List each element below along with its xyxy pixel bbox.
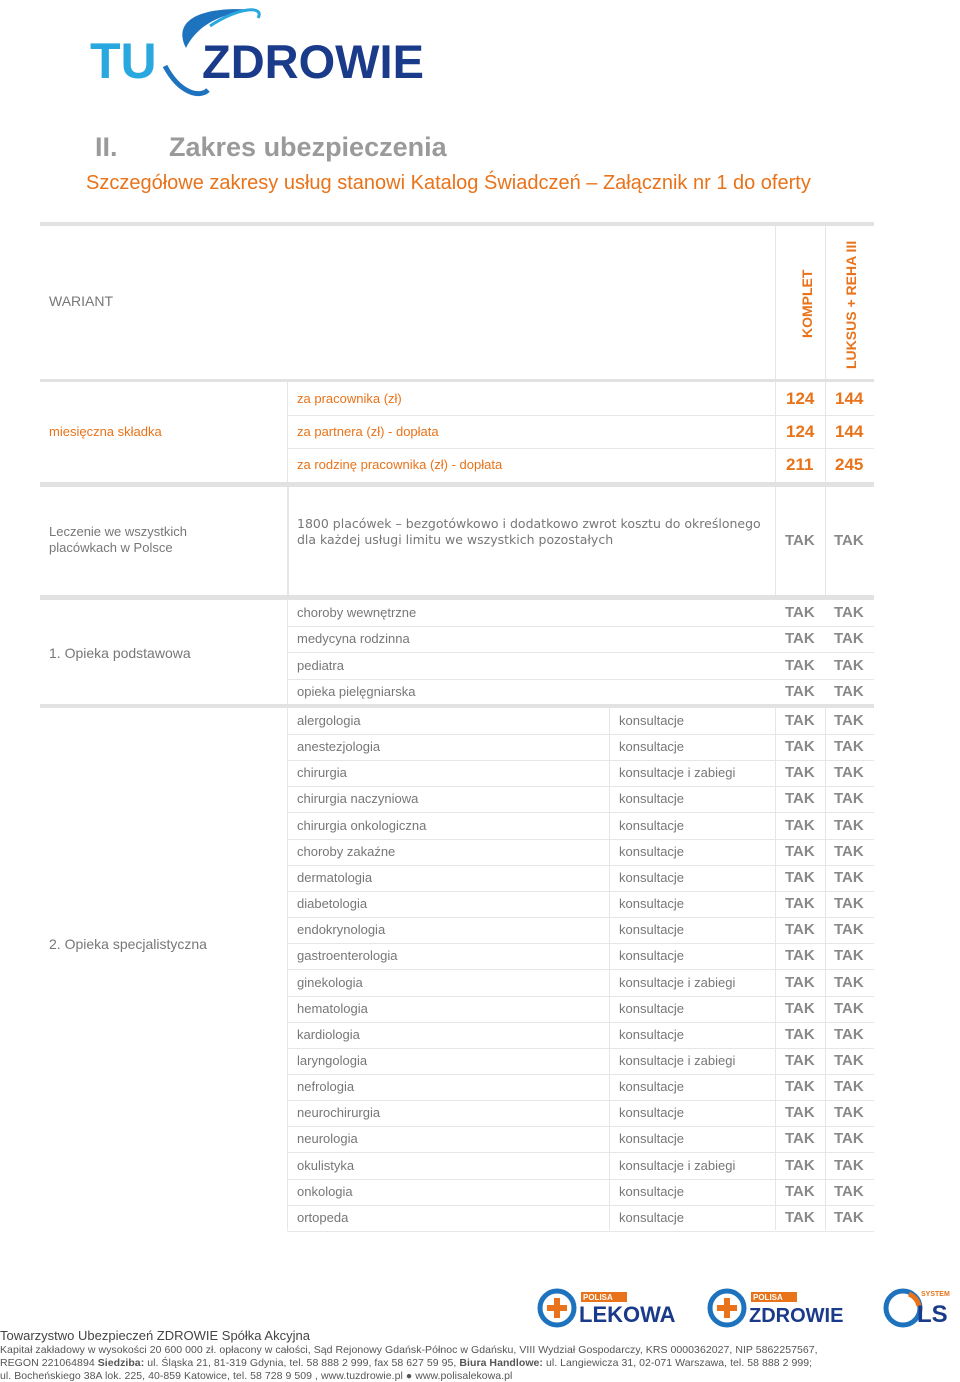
specialist-komplet-value: TAK (785, 1078, 815, 1096)
specialist-komplet-value: TAK (785, 712, 815, 729)
specialist-row-type: konsultacje (619, 1131, 685, 1147)
partner-logos (535, 1286, 960, 1330)
network-komplet-value: TAK (785, 532, 815, 549)
table-top-border (40, 222, 874, 226)
specialist-row-label: kardiologia (297, 1026, 360, 1042)
specialist-row-type: konsultacje (619, 791, 685, 807)
specialist-luksus-value: TAK (834, 1182, 864, 1200)
svg-text:POLISA: POLISA (753, 1293, 783, 1302)
premium-row-label: za rodzinę pracownika (zł) - dopłata (297, 457, 503, 472)
row-divider (287, 1126, 874, 1127)
specialist-row-type: konsultacje (619, 1209, 685, 1225)
premium-komplet-value: 211 (786, 455, 814, 474)
divider (825, 487, 826, 595)
specialist-luksus-value: TAK (834, 1104, 864, 1122)
premium-komplet-value: 124 (786, 422, 815, 441)
specialist-komplet-value: TAK (785, 1051, 815, 1069)
specialist-komplet-value: TAK (785, 1182, 815, 1200)
specialist-row-type: konsultacje (619, 1026, 685, 1042)
specialist-row-type: konsultacje (619, 1105, 685, 1121)
premium-luksus-value: 245 (835, 455, 864, 474)
specialist-luksus-value: TAK (834, 921, 864, 939)
network-luksus-value: TAK (834, 532, 864, 549)
network-label: Leczenie we wszystkich placówkach w Polsce (49, 524, 187, 555)
specialist-row-label: laryngologia (297, 1052, 368, 1068)
basic-care-row-label: choroby wewnętrzne (297, 605, 417, 620)
specialist-row-type: konsultacje i zabiegi (619, 1052, 736, 1068)
row-divider (287, 943, 874, 944)
specialist-row-label: diabetologia (297, 896, 368, 912)
row-divider (287, 1205, 874, 1206)
specialist-luksus-value: TAK (834, 1130, 864, 1148)
network-bottom-border (40, 595, 874, 600)
basic-care-row-label: pediatra (297, 657, 344, 673)
section-number: II. (95, 132, 118, 162)
premium-label: miesięczna składka (49, 424, 162, 439)
specialist-luksus-value: TAK (834, 1078, 864, 1096)
row-divider (287, 1074, 874, 1075)
row-divider (287, 865, 874, 866)
specialist-komplet-value: TAK (785, 1130, 815, 1148)
footer-line-1: Kapitał zakładowy w wysokości 20 600 000 zł. opłacony w całości, Sąd Rejonowy Gdańsk-Północ w Gdańsku, VIII Wydział Gospodarczy, KRS 0000362027, NIP 5862257567, (0, 1344, 818, 1356)
svg-text:SYSTEM: SYSTEM (921, 1291, 950, 1298)
specialist-luksus-value: TAK (834, 790, 864, 808)
specialist-row-label: chirurgia (297, 765, 347, 781)
basic-care-komplet-value: TAK (785, 682, 815, 700)
basic-care-luksus-value: TAK (834, 630, 864, 648)
premium-luksus-value: 144 (835, 389, 864, 408)
row-divider (287, 891, 874, 892)
specialist-komplet-value: TAK (785, 947, 815, 965)
specialist-luksus-value: TAK (834, 842, 864, 860)
divider (775, 226, 776, 379)
section-heading (95, 132, 447, 163)
specialist-row-label: alergologia (297, 713, 361, 728)
specialist-row-label: onkologia (297, 1183, 353, 1199)
specialist-row-label: chirurgia onkologiczna (297, 817, 427, 833)
specialist-row-type: konsultacje (619, 1000, 685, 1016)
footer-line-2: REGON 221064894 Siedziba: ul. Śląska 21, 81-319 Gdynia, tel. 58 888 2 999, fax 58 627 59 95, Biura Handlowe: ul. Langiewicza 31, 02-071 Warszawa, tel. 58 888 2 999; (0, 1357, 813, 1369)
divider (825, 382, 826, 482)
specialist-row-type: konsultacje (619, 817, 685, 833)
row-divider (287, 969, 874, 970)
premium-luksus-value: 144 (835, 422, 864, 441)
specialist-row-type: konsultacje i zabiegi (619, 765, 736, 781)
row-divider (287, 448, 874, 449)
row-divider (287, 760, 874, 761)
specialist-komplet-value: TAK (785, 842, 815, 860)
specialist-row-type: konsultacje (619, 948, 685, 964)
polisa-zdrowie-logo (710, 1291, 843, 1327)
premium-row-label: za pracownika (zł) (297, 391, 402, 406)
specialist-luksus-value: TAK (834, 1051, 864, 1069)
row-divider (287, 679, 874, 680)
specialist-row-type: konsultacje (619, 1183, 685, 1199)
variant-luksus-header: LUKSUS + REHA III (843, 240, 859, 369)
specialist-row-label: neurologia (297, 1131, 358, 1147)
logo-text-zdrowie: ZDROWIE (202, 35, 424, 88)
basic-care-komplet-value: TAK (785, 656, 815, 674)
specialist-komplet-value: TAK (785, 764, 815, 782)
divider (287, 487, 289, 595)
specialist-luksus-value: TAK (834, 1156, 864, 1174)
specialist-row-label: chirurgia naczyniowa (297, 791, 419, 807)
row-divider (287, 839, 874, 840)
row-divider (287, 652, 874, 653)
row-divider (287, 1152, 874, 1153)
company-name: Towarzystwo Ubezpieczeń ZDROWIE Spółka Akcyjna (0, 1328, 310, 1343)
specialist-luksus-value: TAK (834, 1208, 864, 1226)
divider (825, 226, 826, 379)
specialist-row-type: konsultacje (619, 843, 685, 859)
basic-care-luksus-value: TAK (834, 604, 864, 621)
specialist-komplet-value: TAK (785, 790, 815, 808)
basic-bottom-border (40, 704, 874, 708)
specialist-komplet-value: TAK (785, 973, 815, 991)
ls-system-logo (886, 1291, 950, 1328)
row-divider (287, 734, 874, 735)
svg-text:LS: LS (917, 1301, 948, 1328)
specialist-row-label: anestezjologia (297, 739, 381, 755)
specialist-care-label: 2. Opieka specjalistyczna (49, 936, 207, 952)
row-divider (287, 996, 874, 997)
specialist-komplet-value: TAK (785, 999, 815, 1017)
header-bottom-border (40, 379, 874, 382)
specialist-row-type: konsultacje i zabiegi (619, 974, 736, 990)
row-divider (287, 1231, 874, 1232)
svg-text:POLISA: POLISA (583, 1293, 613, 1302)
specialist-row-type: konsultacje (619, 922, 685, 938)
specialist-row-type: konsultacje i zabiegi (619, 1157, 736, 1173)
specialist-luksus-value: TAK (834, 816, 864, 834)
specialist-row-type: konsultacje (619, 739, 685, 755)
row-divider (287, 1022, 874, 1023)
divider (775, 487, 776, 595)
tu-zdrowie-logo (90, 6, 450, 101)
specialist-komplet-value: TAK (785, 738, 815, 756)
basic-care-row-label: opieka pielęgniarska (297, 683, 416, 699)
svg-text:LEKOWA: LEKOWA (579, 1302, 676, 1327)
specialist-luksus-value: TAK (834, 895, 864, 913)
logo-text-tu: TU (90, 33, 157, 89)
row-divider (287, 1048, 874, 1049)
specialist-row-type: konsultacje (619, 869, 685, 885)
divider (287, 382, 288, 482)
specialist-row-label: ortopeda (297, 1209, 349, 1225)
specialist-row-label: dermatologia (297, 869, 373, 885)
specialist-luksus-value: TAK (834, 999, 864, 1017)
section-subheading: Szczegółowe zakresy usług stanowi Katalog Świadczeń – Załącznik nr 1 do oferty (86, 172, 811, 194)
specialist-row-type: konsultacje (619, 1079, 685, 1095)
row-divider (287, 415, 874, 416)
specialist-luksus-value: TAK (834, 973, 864, 991)
specialist-komplet-value: TAK (785, 1208, 815, 1226)
specialist-luksus-value: TAK (834, 738, 864, 756)
specialist-row-label: choroby zakaźne (297, 843, 396, 859)
basic-care-luksus-value: TAK (834, 682, 864, 700)
specialist-row-type: konsultacje (619, 896, 685, 912)
specialist-luksus-value: TAK (834, 1025, 864, 1043)
specialist-row-label: hematologia (297, 1000, 368, 1016)
premium-row-label: za partnera (zł) - dopłata (297, 424, 439, 439)
basic-care-komplet-value: TAK (785, 630, 815, 648)
specialist-row-label: gastroenterologia (297, 948, 398, 964)
specialist-row-label: okulistyka (297, 1157, 355, 1173)
specialist-row-type: konsultacje (619, 713, 685, 728)
svg-text:ZDROWIE: ZDROWIE (749, 1305, 844, 1327)
divider (775, 382, 776, 482)
specialist-row-label: neurochirurgia (297, 1105, 381, 1121)
specialist-luksus-value: TAK (834, 868, 864, 886)
specialist-komplet-value: TAK (785, 895, 815, 913)
specialist-komplet-value: TAK (785, 921, 815, 939)
specialist-row-label: endokrynologia (297, 922, 386, 938)
row-divider (287, 786, 874, 787)
polisa-lekowa-logo (540, 1291, 676, 1327)
premium-bottom-border (40, 482, 874, 487)
row-divider (287, 626, 874, 627)
specialist-komplet-value: TAK (785, 1156, 815, 1174)
divider (775, 708, 776, 1230)
basic-care-luksus-value: TAK (834, 656, 864, 674)
row-divider (287, 1179, 874, 1180)
row-divider (287, 1100, 874, 1101)
basic-care-row-label: medycyna rodzinna (297, 631, 410, 647)
variant-komplet-header: KOMPLET (799, 269, 815, 338)
specialist-luksus-value: TAK (834, 764, 864, 782)
specialist-luksus-value: TAK (834, 712, 864, 729)
specialist-row-label: nefrologia (297, 1079, 355, 1095)
specialist-komplet-value: TAK (785, 816, 815, 834)
variant-label: WARIANT (49, 293, 114, 309)
specialist-komplet-value: TAK (785, 1025, 815, 1043)
specialist-komplet-value: TAK (785, 868, 815, 886)
network-description: 1800 placówek – bezgotówkowo i dodatkowo zwrot kosztu do określonego dla każdej usługi limitu we wszystkich pozostałych (297, 516, 761, 547)
specialist-komplet-value: TAK (785, 1104, 815, 1122)
divider (825, 708, 826, 1230)
specialist-row-label: ginekologia (297, 974, 363, 990)
basic-care-label: 1. Opieka podstawowa (49, 645, 191, 661)
footer-line-3: ul. Bocheńskiego 38A lok. 225, 40-859 Katowice, tel. 58 728 9 509 , www.tuzdrowie.pl ● www.polisalekowa.pl (0, 1370, 513, 1382)
premium-komplet-value: 124 (786, 389, 815, 408)
row-divider (287, 917, 874, 918)
specialist-luksus-value: TAK (834, 947, 864, 965)
row-divider (287, 812, 874, 813)
basic-care-komplet-value: TAK (785, 604, 815, 621)
section-title: Zakres ubezpieczenia (169, 132, 447, 162)
